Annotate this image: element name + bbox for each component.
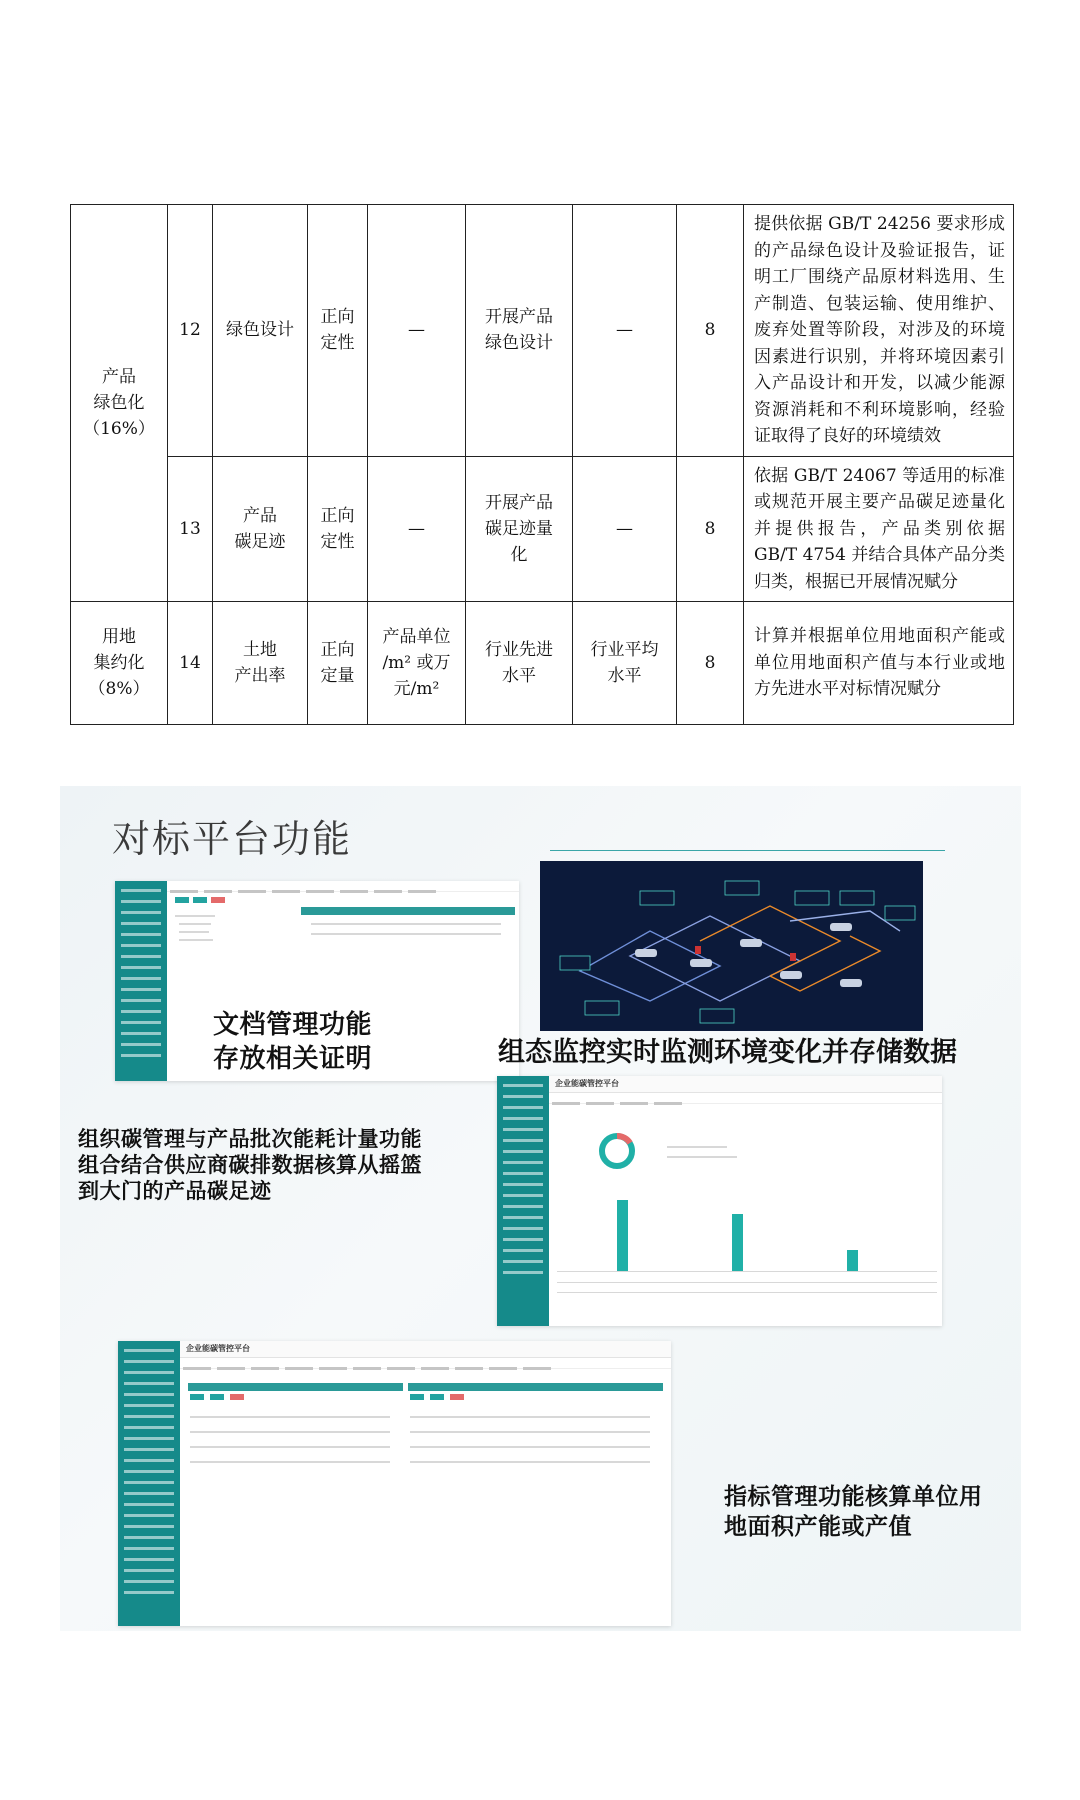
tank bbox=[840, 979, 862, 987]
unit-cell bbox=[368, 205, 466, 457]
unit-line: 元/m² bbox=[393, 679, 440, 699]
tank bbox=[635, 949, 657, 957]
sensor-panel bbox=[840, 891, 874, 905]
table-row bbox=[71, 602, 1014, 725]
baseline-cell bbox=[573, 205, 677, 457]
table-header bbox=[408, 1383, 663, 1391]
feature-slide bbox=[60, 786, 1021, 1631]
benchmark-line: 绿色设计 bbox=[485, 333, 553, 354]
type-line: 正向 bbox=[320, 505, 355, 526]
doc-caption-line: 文档管理功能 bbox=[213, 1010, 373, 1040]
add-button bbox=[190, 1394, 204, 1400]
table-header bbox=[301, 907, 515, 915]
evaluation-table bbox=[70, 204, 1014, 725]
tank bbox=[830, 923, 852, 931]
indicator-management-screenshot bbox=[118, 1341, 671, 1626]
type-cell bbox=[308, 205, 368, 457]
x-axis bbox=[557, 1271, 937, 1272]
scada-diagram bbox=[540, 861, 923, 1031]
benchmark-cell bbox=[466, 205, 573, 457]
basis-cell: 计算并根据单位用地面积产能或单位用地面积产值与本行业或地方先进水平对标情况赋分 bbox=[744, 602, 1014, 725]
indicator-cell bbox=[213, 456, 308, 602]
category-line: 绿色化 bbox=[93, 393, 145, 413]
baseline-cell bbox=[573, 456, 677, 602]
doc-caption-line: 存放相关证明 bbox=[213, 1044, 373, 1074]
org-caption-line: 组合结合供应商碳排数据核算从摇篮 bbox=[78, 1153, 422, 1177]
tank bbox=[740, 939, 762, 947]
row-line bbox=[410, 1461, 650, 1463]
baseline-line: — bbox=[616, 518, 633, 539]
org-caption-line: 组织碳管理与产品批次能耗计量功能 bbox=[78, 1127, 422, 1151]
app-tabs bbox=[180, 1358, 671, 1369]
category-line: 集约化 bbox=[93, 653, 145, 673]
table-row bbox=[71, 205, 1014, 457]
row-line bbox=[410, 1416, 650, 1418]
delete-button bbox=[450, 1394, 464, 1400]
indicator-caption bbox=[724, 1482, 983, 1542]
score-cell: 8 bbox=[677, 205, 744, 457]
legend-line bbox=[667, 1156, 737, 1158]
type-line: 定性 bbox=[320, 531, 355, 552]
edit-button bbox=[210, 1394, 224, 1400]
type-cell bbox=[308, 602, 368, 725]
tree-line bbox=[179, 931, 209, 933]
tree-line bbox=[175, 915, 215, 917]
indicator-line: 产出率 bbox=[234, 666, 286, 686]
type-line: 定量 bbox=[320, 666, 355, 686]
row-line bbox=[311, 933, 501, 935]
sensor-panel bbox=[585, 1001, 619, 1015]
indicator-caption-line: 指标管理功能核算单位用 bbox=[724, 1484, 983, 1510]
baseline-line: — bbox=[616, 320, 633, 341]
row-line bbox=[190, 1431, 390, 1433]
doc-caption bbox=[213, 1008, 372, 1076]
add-button bbox=[410, 1394, 424, 1400]
app-header bbox=[549, 1076, 942, 1093]
edit-button bbox=[193, 897, 207, 903]
app-header bbox=[180, 1341, 671, 1358]
indicator-line: 产品 bbox=[243, 505, 277, 526]
pipe-orange bbox=[770, 936, 880, 991]
row-line bbox=[410, 1446, 650, 1448]
valve bbox=[790, 953, 796, 961]
sensor-panel bbox=[725, 881, 759, 895]
title-divider bbox=[550, 850, 945, 851]
table-header bbox=[188, 1383, 403, 1391]
scada-caption: 组态监控实时监测环境变化并存储数据 bbox=[498, 1037, 957, 1068]
type-line: 正向 bbox=[320, 640, 355, 660]
score-cell: 8 bbox=[677, 602, 744, 725]
bar-2022-03 bbox=[847, 1250, 858, 1271]
benchmark-line: 开展产品 bbox=[485, 307, 553, 328]
basis-cell: 提供依据 GB/T 24256 要求形成的产品绿色设计及验证报告，证明工厂围绕产品原材料选用、生产制造、包装运输、使用维护、废弃处置等阶段，对涉及的环境因素进行识别，并将环境因素引入产品设计和开发，以减少能源资源消耗和不利环境影响，经验证取得了良好的环境绩效 bbox=[744, 205, 1014, 457]
category-line: （8%） bbox=[88, 679, 150, 699]
unit-line: 产品单位 bbox=[382, 627, 451, 647]
baseline-line: 水平 bbox=[607, 666, 642, 686]
slide-title: 对标平台功能 bbox=[112, 817, 353, 861]
app-title: 企业能碳管控平台 bbox=[186, 1344, 250, 1353]
type-line: 正向 bbox=[320, 307, 355, 328]
table-row bbox=[71, 456, 1014, 602]
bar-2022-01 bbox=[617, 1200, 628, 1271]
benchmark-line: 碳足迹量 bbox=[485, 518, 553, 539]
sensor-panel bbox=[885, 906, 915, 920]
tank bbox=[690, 959, 712, 967]
benchmark-line: 开展产品 bbox=[485, 492, 553, 513]
indicator-cell bbox=[213, 602, 308, 725]
row-line bbox=[190, 1446, 390, 1448]
category-cell bbox=[71, 205, 168, 602]
unit-line: /m² 或万 bbox=[382, 653, 451, 673]
app-sidebar bbox=[115, 881, 167, 1081]
summary-line bbox=[557, 1282, 937, 1283]
category-line: 用地 bbox=[102, 627, 136, 647]
sensor-panel bbox=[560, 956, 590, 970]
tree-line bbox=[179, 939, 213, 941]
category-cell bbox=[71, 602, 168, 725]
unit-line: — bbox=[408, 320, 425, 341]
category-line: （16%） bbox=[83, 419, 155, 439]
tree-line bbox=[179, 923, 211, 925]
app-tabs bbox=[167, 881, 519, 892]
no-cell: 12 bbox=[168, 205, 213, 457]
row-line bbox=[190, 1416, 390, 1418]
basis-cell: 依据 GB/T 24067 等适用的标准或规范开展主要产品碳足迹量化并提供报告，产品类别依据 GB/T 4754 并结合具体产品分类归类，根据已开展情况赋分 bbox=[744, 456, 1014, 602]
delete-button bbox=[211, 897, 225, 903]
baseline-line: 行业平均 bbox=[590, 640, 659, 660]
no-cell: 14 bbox=[168, 602, 213, 725]
sensor-panel bbox=[795, 891, 829, 905]
indicator-cell bbox=[213, 205, 308, 457]
score-cell: 8 bbox=[677, 456, 744, 602]
app-title: 企业能碳管控平台 bbox=[555, 1079, 619, 1088]
benchmark-line: 水平 bbox=[502, 666, 536, 686]
app-sidebar bbox=[118, 1341, 180, 1626]
no-cell: 13 bbox=[168, 456, 213, 602]
sensor-panel bbox=[700, 1009, 734, 1023]
benchmark-cell bbox=[466, 456, 573, 602]
bar-2022-02 bbox=[732, 1214, 743, 1271]
sensor-panel bbox=[640, 891, 674, 905]
benchmark-cell bbox=[466, 602, 573, 725]
valve bbox=[695, 946, 701, 954]
indicator-line: 绿色设计 bbox=[226, 320, 294, 341]
benchmark-line: 化 bbox=[510, 544, 528, 565]
category-line: 产品 bbox=[102, 367, 136, 387]
unit-cell bbox=[368, 456, 466, 602]
pipe-orange bbox=[700, 906, 840, 976]
org-caption-line: 到大门的产品碳足迹 bbox=[78, 1179, 272, 1203]
app-tabs bbox=[549, 1093, 942, 1104]
indicator-line: 碳足迹 bbox=[234, 531, 286, 552]
pipe-loop bbox=[630, 916, 800, 1001]
tank bbox=[780, 971, 802, 979]
donut-chart bbox=[597, 1131, 637, 1171]
type-cell bbox=[308, 456, 368, 602]
unit-cell bbox=[368, 602, 466, 725]
scada-screenshot bbox=[540, 861, 923, 1031]
row-line bbox=[190, 1461, 390, 1463]
row-line bbox=[311, 923, 501, 925]
row-line bbox=[410, 1431, 650, 1433]
org-caption bbox=[78, 1126, 422, 1204]
indicator-caption-line: 地面积产能或产值 bbox=[724, 1514, 912, 1540]
add-button bbox=[175, 897, 189, 903]
carbon-chart-screenshot bbox=[497, 1076, 942, 1326]
benchmark-line: 行业先进 bbox=[485, 640, 553, 660]
unit-line: — bbox=[408, 518, 425, 539]
edit-button bbox=[430, 1394, 444, 1400]
baseline-cell bbox=[573, 602, 677, 725]
delete-button bbox=[230, 1394, 244, 1400]
summary-line bbox=[557, 1292, 937, 1293]
indicator-line: 土地 bbox=[243, 640, 277, 660]
app-sidebar bbox=[497, 1076, 549, 1326]
legend-line bbox=[667, 1146, 727, 1148]
type-line: 定性 bbox=[320, 333, 355, 354]
